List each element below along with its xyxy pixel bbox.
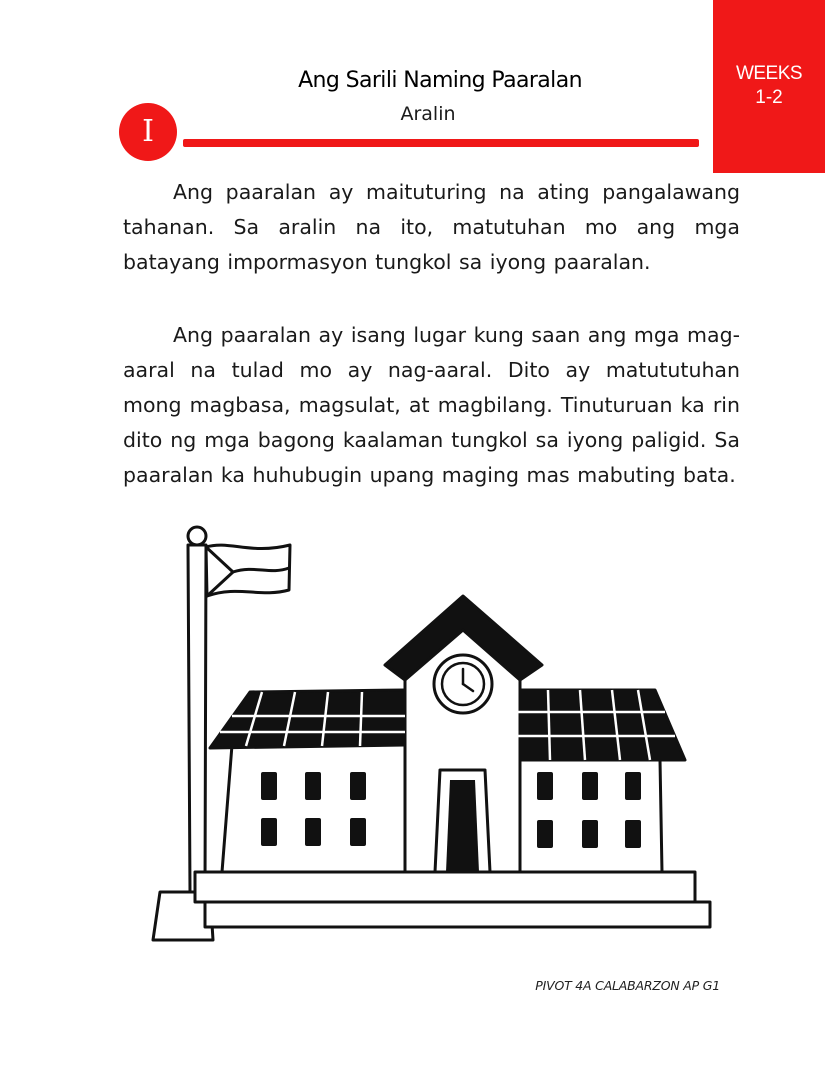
weeks-tab	[713, 0, 825, 173]
paragraph-1	[123, 175, 740, 280]
page-subtitle: Aralin	[400, 103, 456, 125]
flag	[206, 545, 290, 596]
footer-source: PIVOT 4A CALABARZON AP G1	[535, 978, 720, 993]
school-building-with-flagpole-icon	[145, 520, 715, 950]
building-base	[195, 872, 710, 927]
school-door	[435, 770, 490, 872]
title-underline	[183, 139, 699, 147]
paragraph-2-text: Ang paaralan ay isang lugar kung saan ang mga mag-aaral na tulad mo ay nag-aaral. Dito ay matututuhan mong magbasa, magsulat, at magbilang. Tinuturuan ka rin dito ng mga bagong kaalaman tungkol sa iyong paligid. Sa paaralan ka huhubugin upang maging mas mabuting bata.	[123, 323, 740, 487]
paragraph-1-text: Ang paaralan ay maituturing na ating pangalawang tahanan. Sa aralin na ito, matutuhan mo ang mga batayang impormasyon tungkol sa iyong paaralan.	[123, 180, 740, 274]
section-badge: I	[119, 103, 177, 161]
weeks-range: 1-2	[755, 87, 783, 108]
page-title: Ang Sarili Naming Paaralan	[298, 68, 582, 93]
weeks-label: WEEKS	[735, 63, 803, 84]
paragraph-2	[123, 318, 740, 493]
clock-icon	[434, 655, 492, 713]
